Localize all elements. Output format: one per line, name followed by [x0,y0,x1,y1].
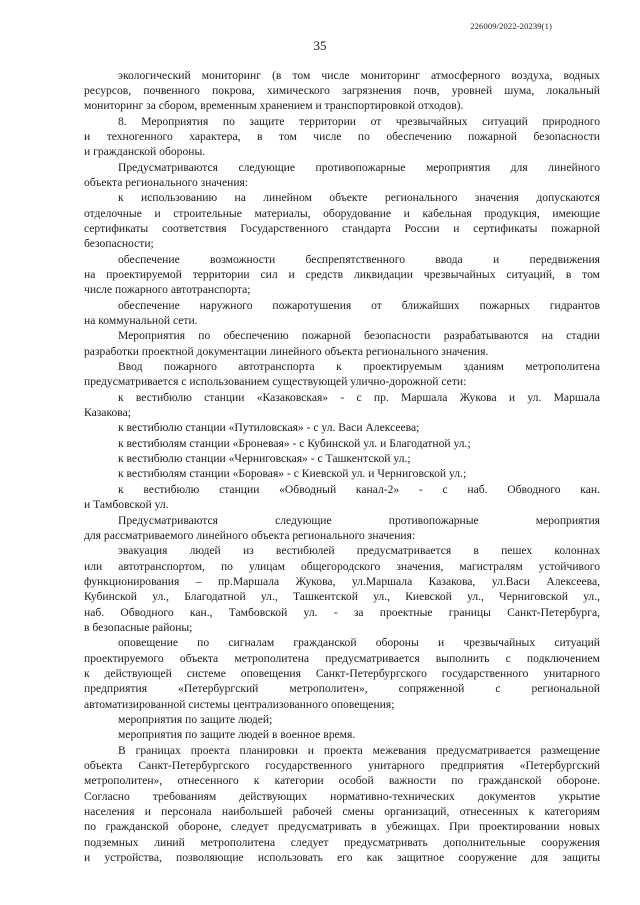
text-line: на проектируемой территории сил и средств ликвидации чрезвычайных ситуаций, в том [84,268,600,281]
text-line: или автотранспортом, по улицам общегородского значения, магистралям устойчивого [84,560,600,573]
text-line: Ввод пожарного автотранспорта к проектируемым зданиям метрополитена [118,360,600,373]
text-line: к вестибюлю станции «Казаковская» - с пр. Маршала Жукова и ул. Маршала [118,391,600,404]
text-line: обеспечение наружного пожаротушения от ближайших пожарных гидрантов [118,299,600,312]
text-line: эвакуация людей из вестибюлей предусматривается в пешех колоннах [118,544,600,557]
text-line: для рассматриваемого линейного объекта регионального значения: [84,529,416,542]
text-line: автоматизированной системы централизованного оповещения; [84,698,395,711]
text-line: мониторинг за сбором, временным хранением и транспортировкой отходов). [84,99,464,112]
text-line: 8. Мероприятия по защите территории от чрезвычайных ситуаций природного [118,115,600,128]
text-line: объекта Санкт-Петербургского государственного унитарного предприятия «Петербургский [84,759,600,772]
text-line: Предусматриваются следующие противопожарные мероприятия для линейного [118,161,600,174]
text-line: по гражданской обороне, следует предусматривать в убежищах. При проектировании новых [84,820,600,833]
text-line: безопасности; [84,237,154,250]
text-line: населения и персонала наибольшей рабочей смены организаций, отнесенных к категориям [84,805,600,818]
text-line: в безопасные районы; [84,621,193,634]
text-line: ресурсов, почвенного покрова, химического загрязнения почв, уровней шума, локальный [84,84,600,97]
text-line: Согласно требованиям действующих нормативно-технических документов укрытие [84,790,600,803]
text-line: к вестибюлю станции «Обводный канал-2» - с наб. Обводного кан. [118,483,600,496]
text-line: к вестибюлям станции «Боровая» - с Киевской ул. и Черниговской ул.; [118,467,467,480]
text-line: мероприятия по защите людей в военное время. [118,728,356,741]
text-line: предусматривается с использованием существующей улично-дорожной сети: [84,375,467,388]
text-line: к вестибюлю станции «Путиловская» - с ул. Васи Алексеева; [118,421,420,434]
text-line: числе пожарного автотранспорта; [84,283,251,296]
text-line: предприятия «Петербургский метрополитен», сопряженной с региональной [84,682,600,695]
text-line: метрополитен», отнесенного к категории особой важности по гражданской обороне. [84,774,600,787]
text-line: оповещение по сигналам гражданской обороны и чрезвычайных ситуаций [118,636,600,649]
text-line: проектируемого объекта метрополитена предусматривается выполнить с подключением [84,652,600,665]
text-line: к использованию на линейном объекте регионального значения допускаются [118,191,600,204]
text-line: и устройства, позволяющие использовать его как защитное сооружение для защиты [84,851,600,864]
text-line: функционирования – пр.Маршала Жукова, ул.Маршала Казакова, ул.Васи Алексеева, [84,575,600,588]
text-line: и Тамбовской ул. [84,498,169,511]
text-line: к вестибюлю станции «Черниговская» - с Ташкентской ул.; [118,452,411,465]
page-number: 35 [313,38,327,53]
text-line: мероприятия по защите людей; [118,713,273,726]
text-line: обеспечение возможности беспрепятственного ввода и передвижения [118,253,600,266]
text-line: разработки проектной документации линейного объекта регионального значения. [84,345,489,358]
text-line: и гражданской обороны. [84,145,206,158]
text-line: В границах проекта планировки и проекта межевания предусматривается размещение [118,744,600,757]
text-line: Казакова; [84,406,131,419]
text-line: наб. Обводного кан., Тамбовской ул. - за проектные границы Санкт-Петербурга, [84,606,600,619]
text-line: отделочные и строительные материалы, оборудование и кабельная продукция, имеющие [84,207,600,220]
text-line: экологический мониторинг (в том числе мониторинг атмосферного воздуха, водных [118,69,600,82]
text-line: сертификаты соответствия Государственного стандарта России и сертификаты пожарной [84,222,600,235]
registration-number: 226009/2022-20239(1) [470,21,552,31]
text-line: объекта регионального значения: [84,176,249,189]
text-line: подземных линий метрополитена следует предусматривать дополнительные сооружения [84,836,600,849]
text-line: Мероприятия по обеспечению пожарной безопасности разрабатываются на стадии [118,329,600,342]
text-line: к действующей системе оповещения Санкт-Петербургского государственного унитарного [84,667,600,680]
text-line: Кубинской ул., Благодатной ул., Ташкентской ул., Киевской ул., Черниговской ул., [84,590,600,603]
text-line: Предусматриваются следующие противопожарные мероприятия [118,514,600,527]
text-line: к вестибюлям станции «Броневая» - с Кубинской ул. и Благодатной ул.; [118,437,471,450]
text-line: и техногенного характера, в том числе по обеспечению пожарной безопасности [84,130,600,143]
text-line: на коммунальной сети. [84,314,198,327]
